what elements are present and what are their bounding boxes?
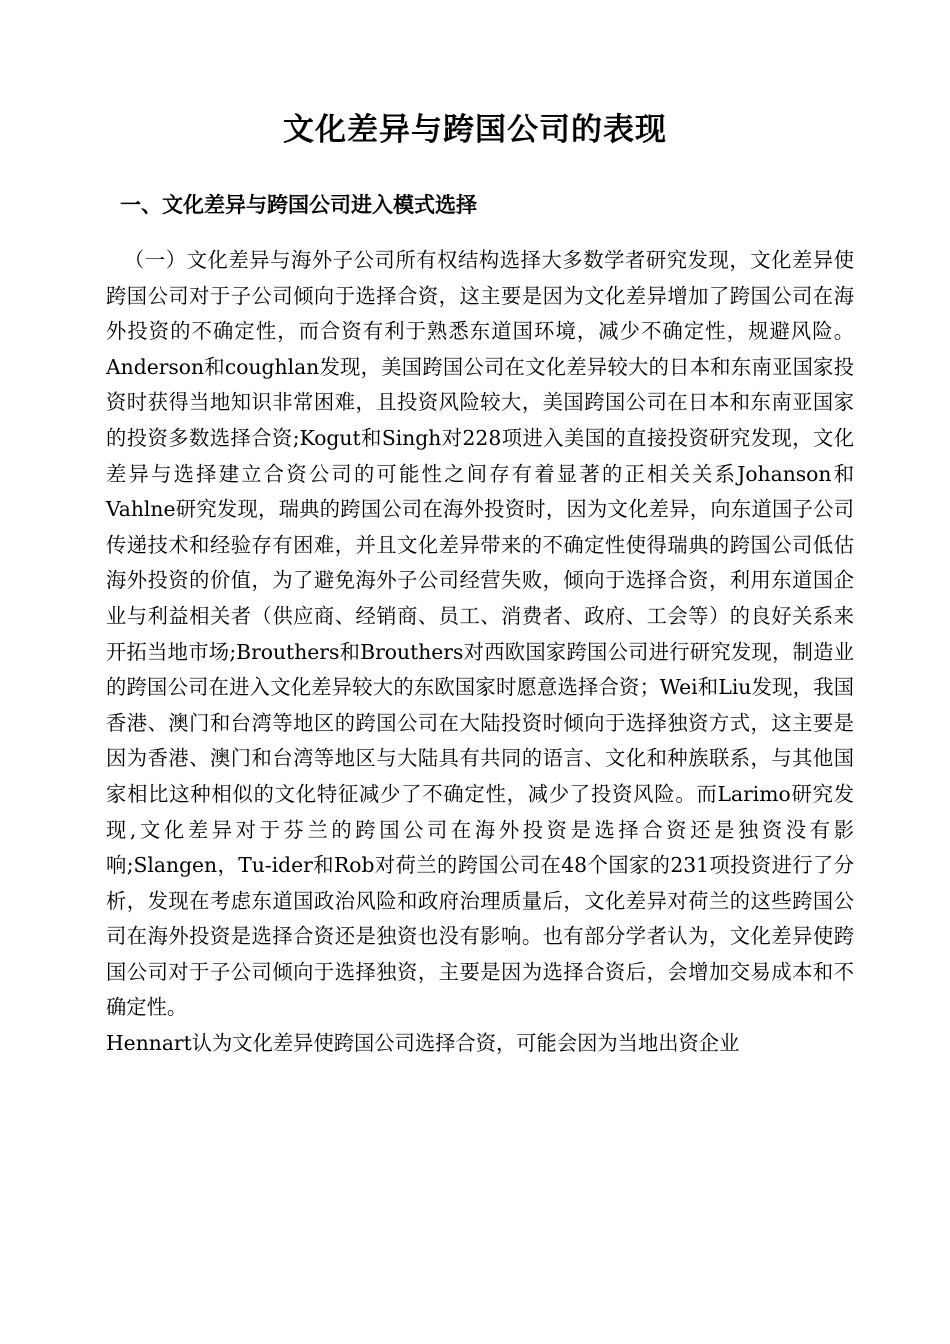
document-title: 文化差异与跨国公司的表现 [283,112,667,148]
body-text [106,243,854,1062]
body-paragraph: （一）文化差异与海外子公司所有权结构选择大多数学者研究发现，文化差异使跨国公司对于子公司倾向于选择合资，这主要是因为文化差异增加了跨国公司在海外投资的不确定性，而合资有利于熟悉东道国环境，减少不确定性，规避风险。Anderson和coughlan发现，美国跨国公司在文化差异较大的日本和东南亚国家投资时获得当地知识非常困难，且投资风险较大，美国跨国公司在日本和东南亚国家的投资多数选择合资;Kogut和Singh对228项进入美国的直接投资研究发现，文化差异与选择建立合资公司的可能性之间存有着显著的正相关关系Johanson和Vahlne研究发现，瑞典的跨国公司在海外投资时，因为文化差异，向东道国子公司传递技术和经验存有困难，并且文化差异带来的不确定性使得瑞典的跨国公司低估海外投资的价值，为了避免海外子公司经营失败，倾向于选择合资，利用东道国企业与利益相关者（供应商、经销商、员工、消费者、政府、工会等）的良好关系来开拓当地市场;Brouthers和Brouthers对西欧国家跨国公司进行研究发现，制造业的跨国公司在进入文化差异较大的东欧国家时愿意选择合资；Wei和Liu发现，我国香港、澳门和台湾等地区的跨国公司在大陆投资时倾向于选择独资方式，这主要是因为香港、澳门和台湾等地区与大陆具有共同的语言、文化和种族联系，与其他国家相比这种相似的文化特征减少了不确定性，减少了投资风险。而Larimo研究发现,文化差异对于芬兰的跨国公司在海外投资是选择合资还是独资没有影响;Slangen，Tu-ider和Rob对荷兰的跨国公司在48个国家的231项投资进行了分析，发现在考虑东道国政治风险和政府治理质量后，文化差异对荷兰的这些跨国公司在海外投资是选择合资还是独资也没有影响。也有部分学者认为，文化差异使跨国公司对于子公司倾向于选择独资，主要是因为选择合资后，会增加交易成本和不确定性。 [106,248,854,1020]
section-heading: 一、文化差异与跨国公司进入模式选择 [120,192,477,217]
body-paragraph: Hennart认为文化差异使跨国公司选择合资，可能会因为当地出资企业 [106,1031,740,1056]
